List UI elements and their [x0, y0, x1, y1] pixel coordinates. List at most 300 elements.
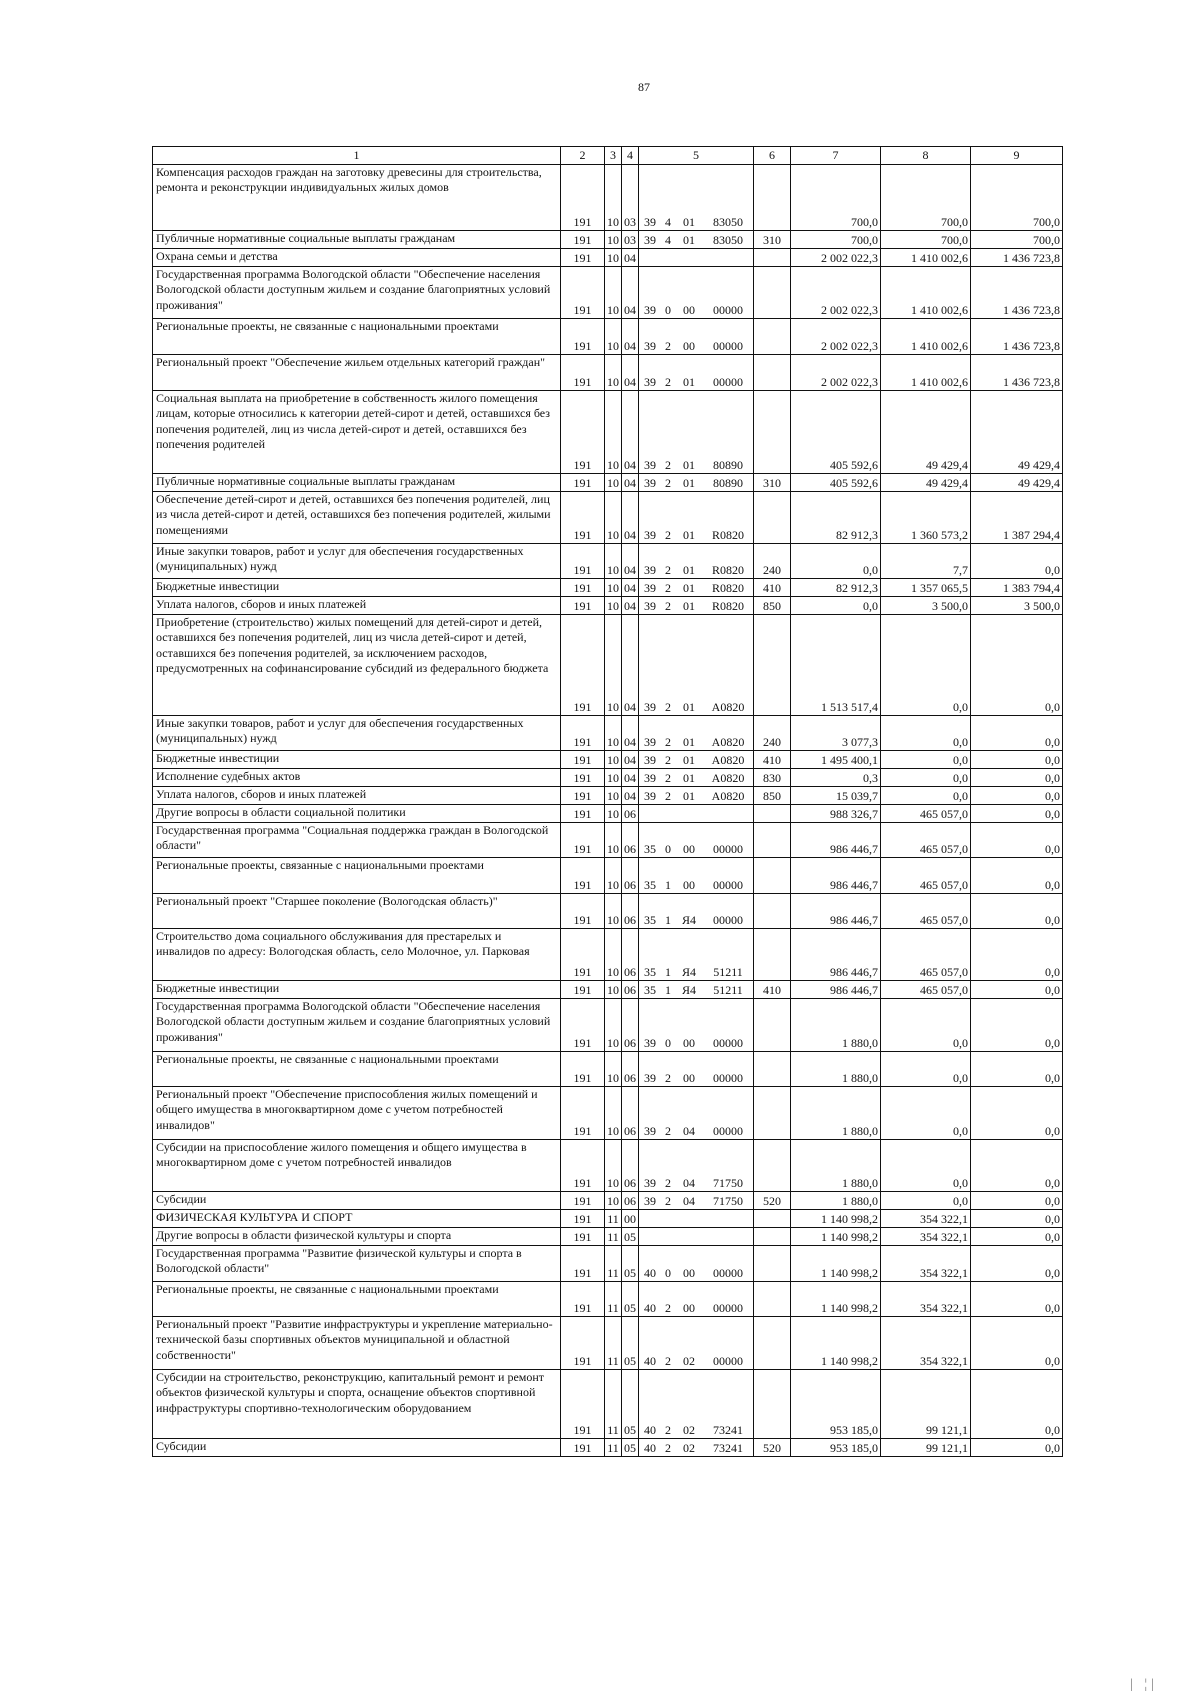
cell-amount-3: 0,0 [971, 858, 1063, 894]
cell-amount-1: 1 880,0 [791, 999, 881, 1052]
cell-chapter: 191 [561, 1246, 605, 1282]
cell-section: 10 [605, 1192, 622, 1210]
table-body [153, 147, 1063, 1457]
target-article-part: 1 [665, 877, 671, 892]
cell-amount-2: 354 322,1 [881, 1246, 971, 1282]
header-cell: 5 [639, 147, 754, 165]
cell-section: 10 [605, 805, 622, 823]
cell-chapter: 191 [561, 1317, 605, 1370]
target-article-part: 0 [665, 1035, 671, 1050]
cell-section: 10 [605, 858, 622, 894]
cell-target-article [639, 894, 754, 929]
target-article-parts [639, 476, 753, 491]
cell-chapter: 191 [561, 751, 605, 769]
cell-target-article [639, 999, 754, 1052]
cell-amount-1: 82 912,3 [791, 492, 881, 544]
cell-expense-type: 240 [754, 716, 791, 751]
row-name: Государственная программа "Социальная поддержка граждан в Вологодской области" [153, 823, 561, 858]
cell-chapter: 191 [561, 1192, 605, 1210]
target-article-part: 00000 [713, 1035, 743, 1050]
target-article-part: 01 [683, 232, 695, 247]
cell-expense-type [754, 1210, 791, 1228]
target-article-part: 2 [665, 752, 671, 767]
row-name: Региональный проект "Развитие инфраструктуры и укрепление материально-технической базы спортивных объектов муниципальной и областной собственности" [153, 1317, 561, 1370]
table-row [153, 823, 1063, 858]
target-article-part: 35 [644, 841, 656, 856]
cell-subsection: 04 [622, 751, 639, 769]
target-article-part: 01 [683, 374, 695, 389]
cell-amount-1: 986 446,7 [791, 894, 881, 929]
cell-amount-2: 465 057,0 [881, 805, 971, 823]
cell-expense-type [754, 805, 791, 823]
cell-target-article [639, 1140, 754, 1192]
cell-amount-3: 0,0 [971, 1052, 1063, 1087]
table-row [153, 165, 1063, 231]
target-article-part: 39 [644, 562, 656, 577]
target-article-part: 00000 [713, 1070, 743, 1085]
cell-amount-3: 1 387 294,4 [971, 492, 1063, 544]
cell-expense-type [754, 1087, 791, 1140]
cell-chapter: 191 [561, 981, 605, 999]
target-article-part: 00000 [713, 877, 743, 892]
cell-subsection: 06 [622, 823, 639, 858]
target-article-part: 39 [644, 752, 656, 767]
cell-expense-type [754, 1140, 791, 1192]
cell-amount-1: 988 326,7 [791, 805, 881, 823]
target-article-part: 02 [683, 1440, 695, 1455]
cell-amount-2: 49 429,4 [881, 474, 971, 492]
cell-subsection: 04 [622, 474, 639, 492]
row-name: Субсидии на приспособление жилого помещения и общего имущества в многоквартирном доме с учетом потребностей инвалидов [153, 1140, 561, 1192]
cell-subsection: 05 [622, 1317, 639, 1370]
cell-amount-3: 0,0 [971, 1370, 1063, 1439]
cell-chapter: 191 [561, 1087, 605, 1140]
cell-expense-type [754, 615, 791, 716]
cell-expense-type [754, 249, 791, 267]
row-name: Другие вопросы в области физической культуры и спорта [153, 1228, 561, 1246]
target-article-parts [639, 1423, 753, 1438]
cell-amount-3: 0,0 [971, 1282, 1063, 1317]
cell-subsection: 04 [622, 544, 639, 579]
cell-expense-type [754, 267, 791, 319]
cell-subsection: 06 [622, 999, 639, 1052]
cell-subsection: 04 [622, 597, 639, 615]
table-row [153, 858, 1063, 894]
cell-section: 11 [605, 1282, 622, 1317]
target-article-part: 4 [665, 214, 671, 229]
table-row [153, 1087, 1063, 1140]
cell-amount-1: 700,0 [791, 231, 881, 249]
target-article-parts [639, 842, 753, 857]
target-article-part: 39 [644, 1123, 656, 1138]
target-article-part: 04 [683, 1175, 695, 1190]
target-article-part: 39 [644, 1193, 656, 1208]
target-article-parts [639, 303, 753, 318]
cell-amount-2: 3 500,0 [881, 597, 971, 615]
target-article-parts [639, 700, 753, 715]
cell-target-article [639, 355, 754, 391]
target-article-part: 4 [665, 232, 671, 247]
cell-amount-3: 0,0 [971, 1228, 1063, 1246]
row-name: Исполнение судебных актов [153, 769, 561, 787]
target-article-parts [639, 913, 753, 928]
target-article-part: R0820 [711, 598, 744, 613]
row-name: Строительство дома социального обслуживания для престарелых и инвалидов по адресу: Вологодская область, село Молочное, ул. Парковая [153, 929, 561, 981]
cell-expense-type [754, 1246, 791, 1282]
row-name: Региональный проект "Старшее поколение (Вологодская область)" [153, 894, 561, 929]
cell-chapter: 191 [561, 787, 605, 805]
cell-subsection: 04 [622, 492, 639, 544]
cell-chapter: 191 [561, 1370, 605, 1439]
budget-table [152, 146, 1063, 1457]
target-article-part: 73241 [713, 1440, 743, 1455]
cell-amount-2: 0,0 [881, 1087, 971, 1140]
cell-amount-1: 1 140 998,2 [791, 1317, 881, 1370]
cell-section: 10 [605, 579, 622, 597]
cell-target-article [639, 231, 754, 249]
cell-section: 11 [605, 1317, 622, 1370]
cell-subsection: 06 [622, 1052, 639, 1087]
cell-expense-type [754, 823, 791, 858]
cell-chapter: 191 [561, 165, 605, 231]
target-article-part: 01 [683, 562, 695, 577]
cell-subsection: 05 [622, 1282, 639, 1317]
target-article-part: Я4 [681, 964, 696, 979]
target-article-part: А0820 [711, 788, 745, 803]
cell-chapter: 191 [561, 769, 605, 787]
target-article-part: Я4 [681, 982, 696, 997]
target-article-part: 2 [665, 1070, 671, 1085]
cell-subsection: 04 [622, 355, 639, 391]
target-article-part: R0820 [711, 527, 744, 542]
target-article-part: 00000 [713, 1353, 743, 1368]
cell-target-article [639, 858, 754, 894]
target-article-parts [639, 965, 753, 980]
cell-expense-type [754, 858, 791, 894]
cell-chapter: 191 [561, 716, 605, 751]
cell-subsection: 04 [622, 769, 639, 787]
cell-target-article [639, 1210, 754, 1228]
target-article-part: 2 [665, 1422, 671, 1437]
cell-amount-1: 405 592,6 [791, 391, 881, 474]
target-article-parts [639, 1071, 753, 1086]
target-article-part: 39 [644, 374, 656, 389]
target-article-part: 00000 [713, 1300, 743, 1315]
cell-amount-3: 1 436 723,8 [971, 249, 1063, 267]
cell-subsection: 05 [622, 1370, 639, 1439]
cell-chapter: 191 [561, 1282, 605, 1317]
cell-chapter: 191 [561, 823, 605, 858]
cell-section: 10 [605, 981, 622, 999]
table-row [153, 751, 1063, 769]
cell-expense-type [754, 492, 791, 544]
cell-amount-2: 1 360 573,2 [881, 492, 971, 544]
target-article-part: 39 [644, 788, 656, 803]
row-name: Государственная программа Вологодской области "Обеспечение населения Вологодской области доступным жильем и создание благоприятных условий проживания" [153, 267, 561, 319]
target-article-part: 02 [683, 1353, 695, 1368]
cell-chapter: 191 [561, 544, 605, 579]
cell-chapter: 191 [561, 231, 605, 249]
target-article-part: 2 [665, 734, 671, 749]
cell-expense-type: 850 [754, 597, 791, 615]
cell-expense-type: 520 [754, 1439, 791, 1457]
target-article-part: 2 [665, 699, 671, 714]
table-row [153, 769, 1063, 787]
cell-target-article [639, 1192, 754, 1210]
target-article-parts [639, 1124, 753, 1139]
cell-section: 10 [605, 319, 622, 355]
cell-amount-2: 354 322,1 [881, 1210, 971, 1228]
header-cell: 7 [791, 147, 881, 165]
target-article-parts [639, 1194, 753, 1209]
table-row [153, 1282, 1063, 1317]
cell-target-article [639, 597, 754, 615]
target-article-parts [639, 878, 753, 893]
cell-target-article [639, 492, 754, 544]
target-article-parts [639, 375, 753, 390]
header-cell: 9 [971, 147, 1063, 165]
cell-amount-3: 49 429,4 [971, 474, 1063, 492]
row-name: Иные закупки товаров, работ и услуг для обеспечения государственных (муниципальных) нужд [153, 544, 561, 579]
cell-amount-1: 0,3 [791, 769, 881, 787]
target-article-parts [639, 983, 753, 998]
row-name: Региональные проекты, не связанные с национальными проектами [153, 1282, 561, 1317]
row-name: Уплата налогов, сборов и иных платежей [153, 787, 561, 805]
cell-section: 10 [605, 1087, 622, 1140]
target-article-part: 73241 [713, 1422, 743, 1437]
row-name: Субсидии на строительство, реконструкцию, капитальный ремонт и ремонт объектов физической культуры и спорта, оснащение объектов спортивной инфраструктуры спортивно-технологическим оборудованием [153, 1370, 561, 1439]
cell-amount-3: 0,0 [971, 1317, 1063, 1370]
cell-amount-3: 0,0 [971, 1140, 1063, 1192]
cell-amount-3: 1 436 723,8 [971, 355, 1063, 391]
cell-subsection: 06 [622, 894, 639, 929]
cell-amount-3: 700,0 [971, 231, 1063, 249]
target-article-part: 80890 [713, 457, 743, 472]
target-article-parts [639, 1036, 753, 1051]
cell-subsection: 04 [622, 267, 639, 319]
cell-subsection: 06 [622, 858, 639, 894]
cell-expense-type: 830 [754, 769, 791, 787]
cell-amount-3: 0,0 [971, 1210, 1063, 1228]
target-article-part: 39 [644, 699, 656, 714]
cell-expense-type [754, 391, 791, 474]
target-article-part: 00 [683, 302, 695, 317]
row-name: Бюджетные инвестиции [153, 751, 561, 769]
cell-section: 11 [605, 1370, 622, 1439]
cell-expense-type: 310 [754, 231, 791, 249]
cell-subsection: 06 [622, 981, 639, 999]
cell-chapter: 191 [561, 894, 605, 929]
cell-section: 10 [605, 597, 622, 615]
cell-section: 10 [605, 355, 622, 391]
target-article-part: 39 [644, 734, 656, 749]
cell-amount-3: 1 436 723,8 [971, 319, 1063, 355]
target-article-part: А0820 [711, 770, 745, 785]
target-article-part: 04 [683, 1123, 695, 1138]
table-row [153, 319, 1063, 355]
target-article-part: 00000 [713, 841, 743, 856]
cell-subsection: 05 [622, 1246, 639, 1282]
target-article-part: 39 [644, 214, 656, 229]
cell-target-article [639, 981, 754, 999]
header-row [153, 147, 1063, 165]
cell-amount-3: 0,0 [971, 981, 1063, 999]
cell-amount-1: 3 077,3 [791, 716, 881, 751]
cell-target-article [639, 319, 754, 355]
cell-amount-3: 49 429,4 [971, 391, 1063, 474]
row-name: Субсидии [153, 1439, 561, 1457]
cell-target-article [639, 1282, 754, 1317]
cell-amount-3: 0,0 [971, 1246, 1063, 1282]
target-article-part: 01 [683, 214, 695, 229]
target-article-part: 71750 [713, 1175, 743, 1190]
cell-amount-1: 986 446,7 [791, 858, 881, 894]
cell-amount-3: 1 436 723,8 [971, 267, 1063, 319]
cell-chapter: 191 [561, 805, 605, 823]
target-article-part: 0 [665, 1265, 671, 1280]
row-name: Региональные проекты, не связанные с национальными проектами [153, 319, 561, 355]
cell-chapter: 191 [561, 579, 605, 597]
cell-amount-3: 0,0 [971, 716, 1063, 751]
target-article-part: 01 [683, 457, 695, 472]
target-article-part: 51211 [713, 964, 743, 979]
target-article-part: 2 [665, 374, 671, 389]
target-article-part: 01 [683, 527, 695, 542]
target-article-part: 00000 [713, 1265, 743, 1280]
cell-expense-type [754, 1317, 791, 1370]
cell-target-article [639, 1052, 754, 1087]
cell-subsection: 04 [622, 579, 639, 597]
target-article-part: 2 [665, 457, 671, 472]
cell-chapter: 191 [561, 319, 605, 355]
cell-target-article [639, 544, 754, 579]
cell-amount-3: 0,0 [971, 999, 1063, 1052]
row-name: ФИЗИЧЕСКАЯ КУЛЬТУРА И СПОРТ [153, 1210, 561, 1228]
cell-subsection: 04 [622, 249, 639, 267]
target-article-part: 00 [683, 1035, 695, 1050]
cell-amount-1: 1 140 998,2 [791, 1246, 881, 1282]
cell-amount-1: 2 002 022,3 [791, 355, 881, 391]
cell-amount-2: 99 121,1 [881, 1370, 971, 1439]
row-name: Региональные проекты, связанные с национальными проектами [153, 858, 561, 894]
target-article-part: 00000 [713, 338, 743, 353]
cell-chapter: 191 [561, 615, 605, 716]
cell-expense-type: 410 [754, 751, 791, 769]
target-article-part: 00 [683, 338, 695, 353]
cell-amount-1: 986 446,7 [791, 981, 881, 999]
target-article-part: 39 [644, 232, 656, 247]
cell-amount-2: 465 057,0 [881, 929, 971, 981]
target-article-part: 00 [683, 877, 695, 892]
cell-subsection: 06 [622, 1140, 639, 1192]
target-article-part: 39 [644, 1070, 656, 1085]
row-name: Публичные нормативные социальные выплаты гражданам [153, 474, 561, 492]
table-row [153, 1210, 1063, 1228]
cell-amount-2: 465 057,0 [881, 858, 971, 894]
cell-target-article [639, 391, 754, 474]
cell-expense-type [754, 165, 791, 231]
target-article-parts [639, 1301, 753, 1316]
table-row [153, 929, 1063, 981]
cell-amount-1: 15 039,7 [791, 787, 881, 805]
cell-expense-type [754, 894, 791, 929]
cell-target-article [639, 165, 754, 231]
cell-amount-1: 1 140 998,2 [791, 1210, 881, 1228]
cell-section: 10 [605, 751, 622, 769]
cell-amount-3: 0,0 [971, 929, 1063, 981]
row-name: Субсидии [153, 1192, 561, 1210]
target-article-part: 00 [683, 1265, 695, 1280]
cell-chapter: 191 [561, 1140, 605, 1192]
cell-expense-type: 410 [754, 579, 791, 597]
table-row [153, 999, 1063, 1052]
target-article-parts [639, 789, 753, 804]
table-row [153, 1228, 1063, 1246]
cell-section: 11 [605, 1439, 622, 1457]
target-article-part: 39 [644, 527, 656, 542]
cell-amount-2: 465 057,0 [881, 823, 971, 858]
cell-expense-type [754, 999, 791, 1052]
cell-target-article [639, 805, 754, 823]
table-row [153, 615, 1063, 716]
cell-subsection: 00 [622, 1210, 639, 1228]
target-article-part: 04 [683, 1193, 695, 1208]
header-cell: 1 [153, 147, 561, 165]
cell-amount-2: 1 410 002,6 [881, 319, 971, 355]
target-article-part: 00000 [713, 302, 743, 317]
cell-amount-3: 0,0 [971, 1439, 1063, 1457]
cell-expense-type [754, 1228, 791, 1246]
cell-section: 10 [605, 1140, 622, 1192]
page-number: 87 [638, 80, 650, 94]
target-article-part: Я4 [681, 912, 696, 927]
cell-amount-1: 953 185,0 [791, 1439, 881, 1457]
target-article-part: 2 [665, 1440, 671, 1455]
cell-section: 10 [605, 249, 622, 267]
cell-amount-1: 1 513 517,4 [791, 615, 881, 716]
row-name: Государственная программа Вологодской области "Обеспечение населения Вологодской области доступным жильем и создание благоприятных условий проживания" [153, 999, 561, 1052]
cell-amount-1: 405 592,6 [791, 474, 881, 492]
table-row [153, 267, 1063, 319]
cell-expense-type: 850 [754, 787, 791, 805]
cell-chapter: 191 [561, 355, 605, 391]
target-article-part: 40 [644, 1422, 656, 1437]
cell-amount-2: 1 410 002,6 [881, 249, 971, 267]
cell-chapter: 191 [561, 597, 605, 615]
cell-amount-1: 953 185,0 [791, 1370, 881, 1439]
cell-amount-3: 0,0 [971, 823, 1063, 858]
cell-amount-1: 1 140 998,2 [791, 1228, 881, 1246]
header-cell: 8 [881, 147, 971, 165]
cell-amount-2: 0,0 [881, 716, 971, 751]
header-cell: 2 [561, 147, 605, 165]
cell-target-article [639, 823, 754, 858]
table-row [153, 981, 1063, 999]
target-article-part: 1 [665, 964, 671, 979]
cell-amount-3: 0,0 [971, 1192, 1063, 1210]
cell-target-article [639, 579, 754, 597]
cell-target-article [639, 1087, 754, 1140]
table-row [153, 787, 1063, 805]
cell-amount-3: 0,0 [971, 805, 1063, 823]
row-name: Уплата налогов, сборов и иных платежей [153, 597, 561, 615]
table-row [153, 579, 1063, 597]
target-article-part: 2 [665, 338, 671, 353]
target-article-parts [639, 581, 753, 596]
cell-target-article [639, 267, 754, 319]
cell-subsection: 05 [622, 1439, 639, 1457]
cell-section: 10 [605, 929, 622, 981]
